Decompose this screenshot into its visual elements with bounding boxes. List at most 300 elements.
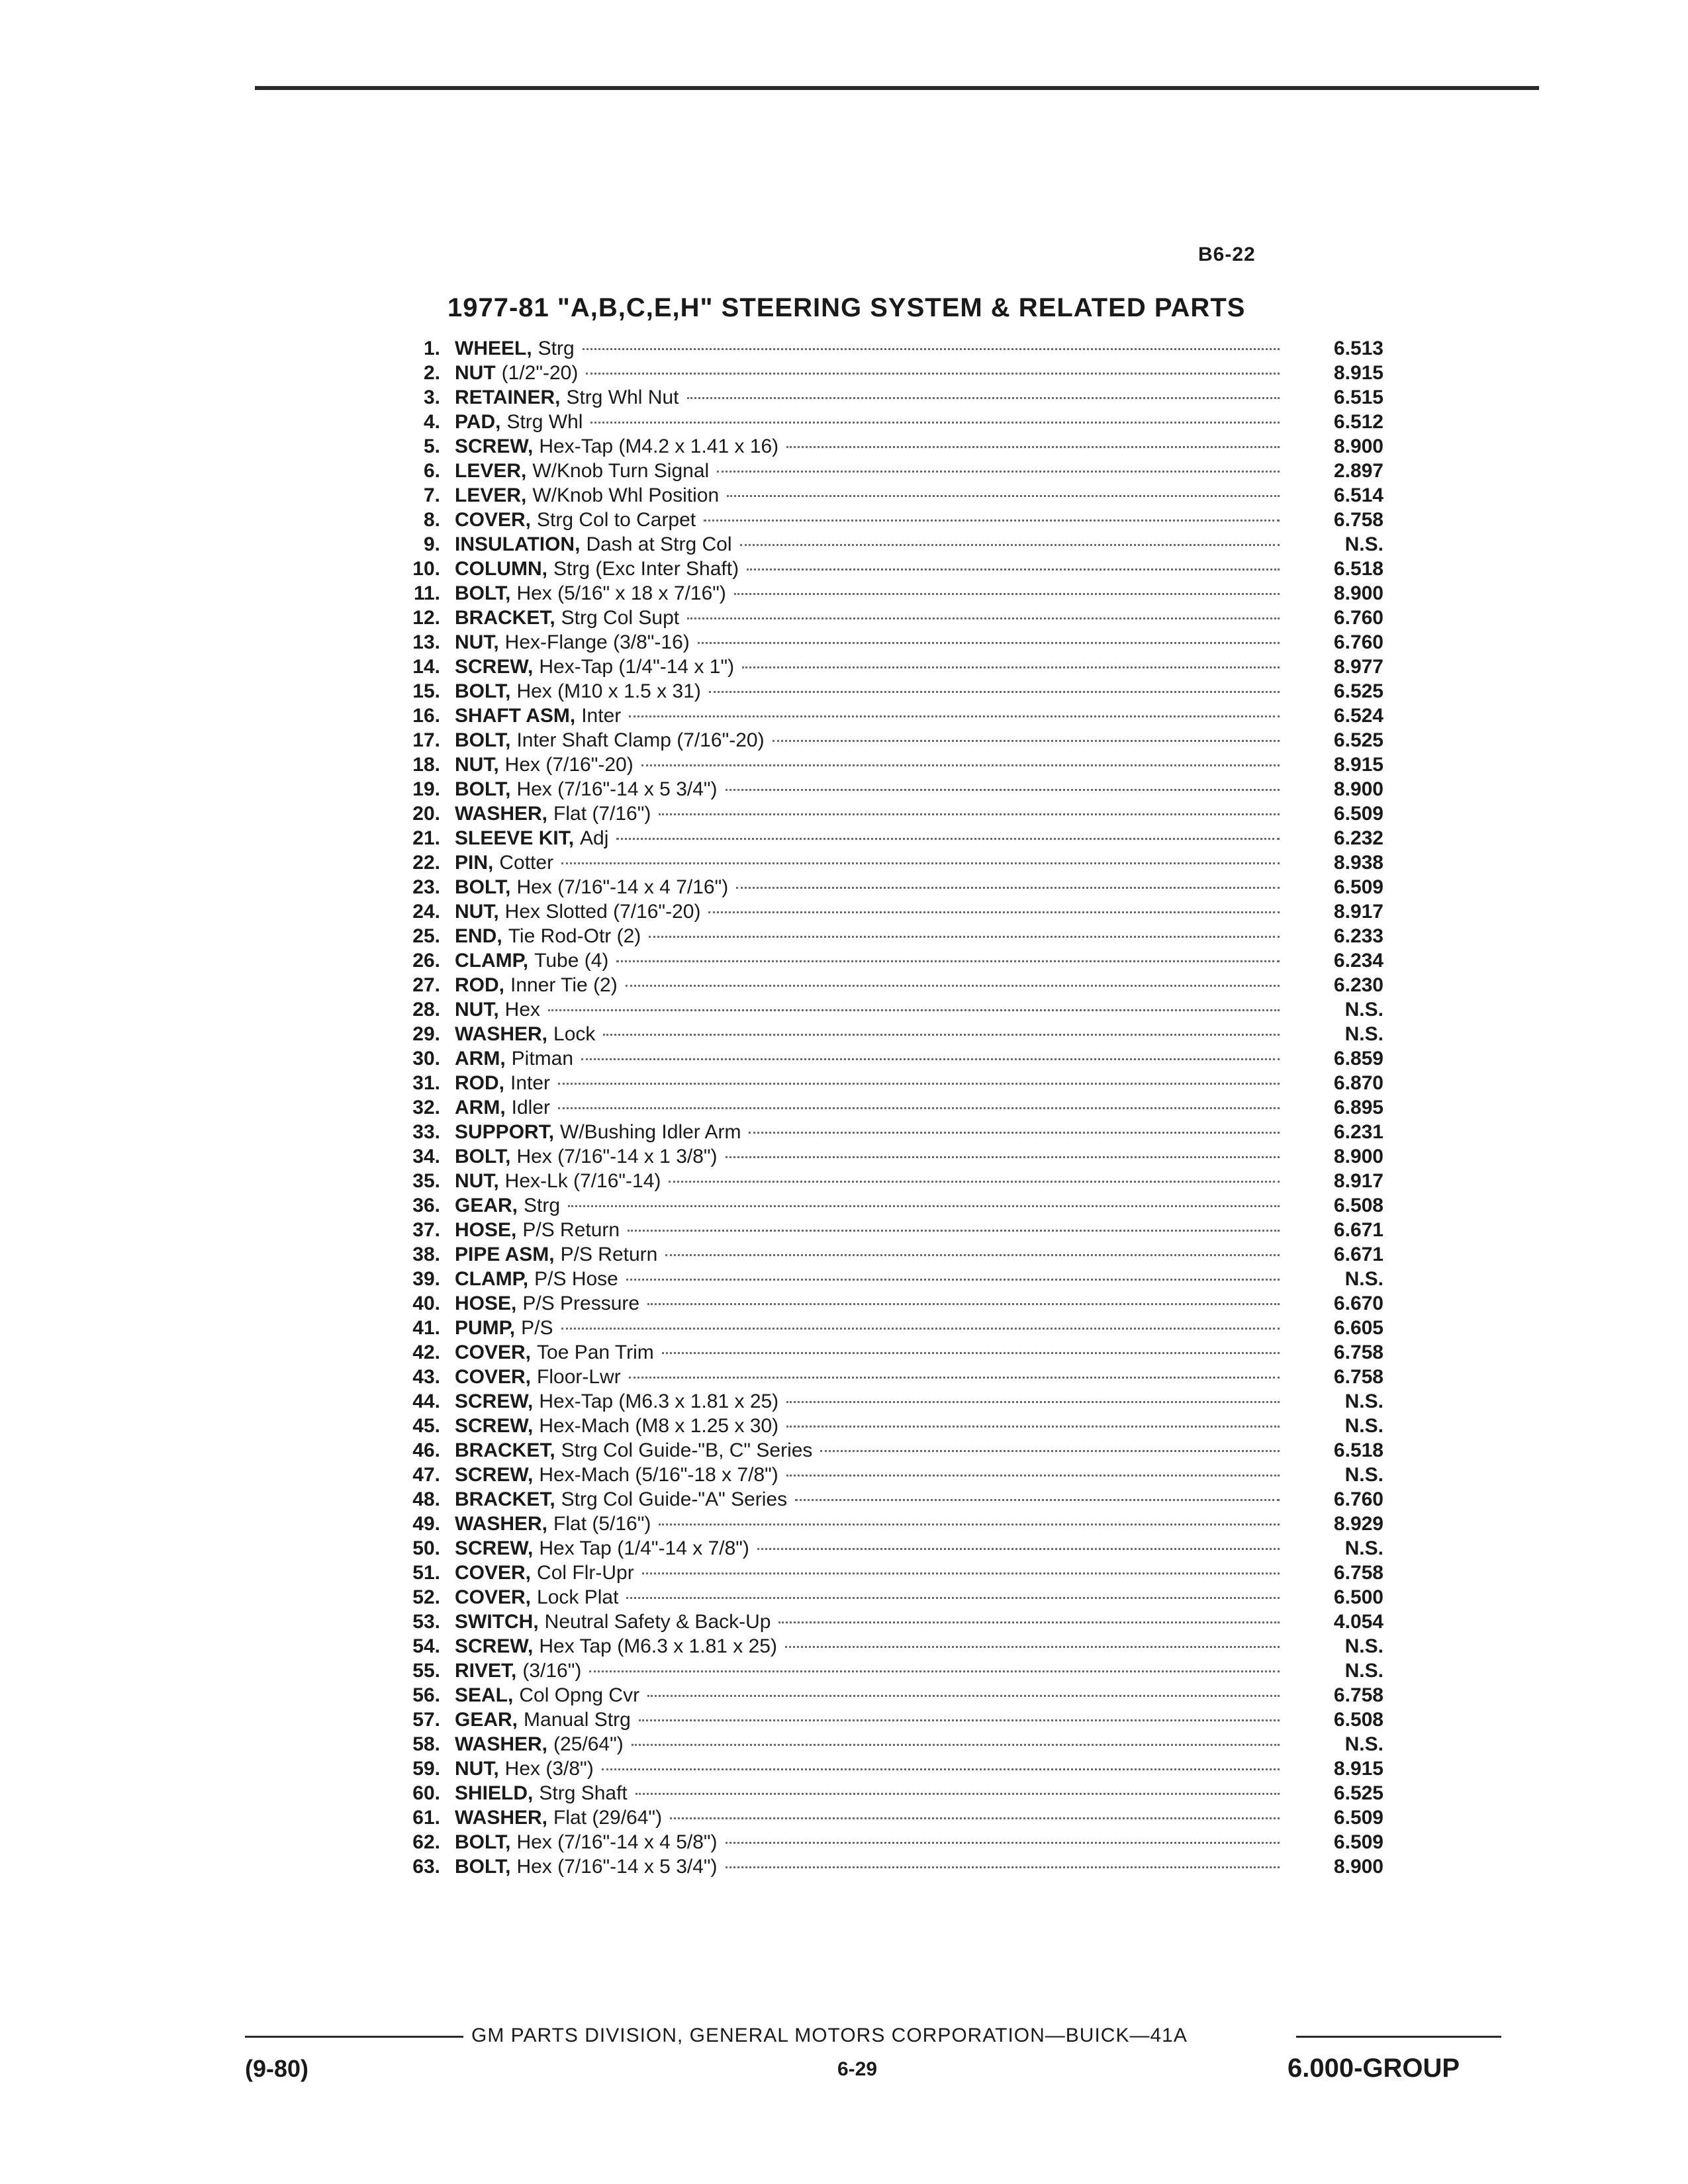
dot-leader xyxy=(726,1156,1280,1158)
part-name: WASHER, xyxy=(455,1733,548,1755)
part-number: 37. xyxy=(412,1219,440,1241)
group-number: 8.900 xyxy=(1333,1146,1383,1167)
part-description: Toe Pan Trim xyxy=(537,1342,654,1363)
part-name: BOLT, xyxy=(455,680,511,702)
part-number: 62. xyxy=(412,1831,440,1853)
group-number: 6.508 xyxy=(1333,1195,1383,1216)
part-description: Col Opng Cvr xyxy=(519,1684,640,1706)
group-number: 6.524 xyxy=(1333,705,1383,727)
part-row xyxy=(391,1144,1383,1169)
part-number: 54. xyxy=(412,1635,440,1657)
part-name: NUT, xyxy=(455,1170,499,1192)
part-number: 17. xyxy=(412,729,440,751)
group-number: 6.671 xyxy=(1333,1244,1383,1265)
part-number: 34. xyxy=(412,1146,440,1167)
group-number: 6.518 xyxy=(1333,1439,1383,1461)
part-description: Hex-Tap (1/4"-14 x 1") xyxy=(539,656,735,678)
part-name: ROD, xyxy=(455,1072,504,1094)
part-name: ARM, xyxy=(455,1097,506,1118)
part-row xyxy=(391,1169,1383,1193)
part-row xyxy=(391,1536,1383,1561)
part-description: Strg Col Guide-"B, C" Series xyxy=(561,1439,813,1461)
part-description: Flat (7/16") xyxy=(553,803,651,825)
part-number: 50. xyxy=(412,1537,440,1559)
part-name: NUT, xyxy=(455,754,499,776)
part-name: SCREW, xyxy=(455,656,534,678)
dot-leader xyxy=(561,862,1280,864)
part-number: 44. xyxy=(412,1390,440,1412)
part-row xyxy=(391,606,1383,630)
part-description: Hex (M10 x 1.5 x 31) xyxy=(516,680,701,702)
part-name: SCREW, xyxy=(455,1635,534,1657)
group-number: N.S. xyxy=(1344,1537,1383,1559)
group-number: 6.859 xyxy=(1333,1048,1383,1069)
part-description: Dash at Strg Col xyxy=(586,533,732,555)
part-description: Hex (5/16" x 18 x 7/16") xyxy=(516,582,726,604)
part-row xyxy=(391,336,1383,361)
group-number: N.S. xyxy=(1344,1268,1383,1290)
part-row xyxy=(391,1585,1383,1610)
part-description: Hex (7/16"-20) xyxy=(504,754,633,776)
dot-leader xyxy=(742,666,1280,668)
part-row xyxy=(391,1781,1383,1805)
group-number: 6.508 xyxy=(1333,1709,1383,1731)
dot-leader xyxy=(558,1107,1280,1109)
group-number: 8.977 xyxy=(1333,656,1383,678)
part-number: 21. xyxy=(412,827,440,849)
part-name: SCREW, xyxy=(455,1390,534,1412)
part-name: NUT xyxy=(455,362,496,384)
dot-leader xyxy=(734,593,1280,595)
dot-leader xyxy=(590,422,1280,424)
part-description: Col Flr-Upr xyxy=(537,1562,634,1584)
group-number: 6.231 xyxy=(1333,1121,1383,1143)
part-name: GEAR, xyxy=(455,1709,518,1731)
dot-leader xyxy=(616,960,1280,962)
dot-leader xyxy=(740,544,1280,546)
part-row xyxy=(391,1120,1383,1144)
part-number: 7. xyxy=(423,484,440,506)
part-name: ROD, xyxy=(455,974,504,996)
part-description: Inner Tie (2) xyxy=(510,974,618,996)
part-row xyxy=(391,826,1383,850)
part-number: 22. xyxy=(412,852,440,874)
part-description: Hex (7/16"-14 x 4 7/16") xyxy=(516,876,729,898)
part-description: Strg xyxy=(524,1195,561,1216)
group-number: 8.915 xyxy=(1333,754,1383,776)
part-number: 5. xyxy=(423,435,440,457)
part-description: P/S xyxy=(521,1317,553,1339)
part-number: 51. xyxy=(412,1562,440,1584)
group-number: 8.900 xyxy=(1333,778,1383,800)
group-number: N.S. xyxy=(1344,533,1383,555)
part-number: 59. xyxy=(412,1758,440,1780)
part-row xyxy=(391,752,1383,777)
dot-leader xyxy=(568,1205,1280,1207)
part-name: BOLT, xyxy=(455,1831,511,1853)
part-row xyxy=(391,459,1383,483)
part-name: INSULATION, xyxy=(455,533,581,555)
group-number: 4.054 xyxy=(1333,1611,1383,1633)
part-row xyxy=(391,1095,1383,1120)
part-name: NUT, xyxy=(455,1758,499,1780)
dot-leader xyxy=(561,1328,1280,1330)
dot-leader xyxy=(749,1132,1280,1134)
part-row xyxy=(391,997,1383,1022)
group-number: 6.670 xyxy=(1333,1293,1383,1314)
part-row xyxy=(391,410,1383,434)
group-number: 6.509 xyxy=(1333,803,1383,825)
group-number: 6.513 xyxy=(1333,338,1383,359)
part-description: W/Knob Turn Signal xyxy=(532,460,710,482)
part-number: 49. xyxy=(412,1513,440,1535)
part-row xyxy=(391,1291,1383,1316)
part-name: LEVER, xyxy=(455,484,527,506)
part-description: Hex (7/16"-14 x 1 3/8") xyxy=(516,1146,718,1167)
part-row xyxy=(391,1365,1383,1389)
dot-leader xyxy=(786,1426,1280,1428)
part-name: ARM, xyxy=(455,1048,506,1069)
part-row xyxy=(391,1683,1383,1707)
part-number: 30. xyxy=(412,1048,440,1069)
part-name: COVER, xyxy=(455,1366,532,1388)
group-number: 6.671 xyxy=(1333,1219,1383,1241)
part-name: NUT, xyxy=(455,901,499,923)
group-number: 8.917 xyxy=(1333,901,1383,923)
group-number: 8.900 xyxy=(1333,435,1383,457)
part-number: 29. xyxy=(412,1023,440,1045)
part-number: 36. xyxy=(412,1195,440,1216)
group-number: 8.900 xyxy=(1333,582,1383,604)
part-row xyxy=(391,508,1383,532)
group-number: N.S. xyxy=(1344,999,1383,1021)
part-number: 32. xyxy=(412,1097,440,1118)
part-row xyxy=(391,1267,1383,1291)
part-name: BRACKET, xyxy=(455,1439,555,1461)
group-number: 6.758 xyxy=(1333,1562,1383,1584)
dot-leader xyxy=(773,740,1280,742)
group-number: 6.232 xyxy=(1333,827,1383,849)
part-name: COLUMN, xyxy=(455,558,547,580)
part-name: BOLT, xyxy=(455,1146,511,1167)
page-title: 1977-81 "A,B,C,E,H" STEERING SYSTEM & RELATED PARTS xyxy=(447,293,1246,322)
part-number: 27. xyxy=(412,974,440,996)
part-name: CLAMP, xyxy=(455,1268,529,1290)
part-description: Strg xyxy=(538,338,575,359)
part-name: HOSE, xyxy=(455,1293,517,1314)
group-number: 6.758 xyxy=(1333,1366,1383,1388)
group-number: 6.509 xyxy=(1333,1807,1383,1829)
part-number: 13. xyxy=(412,631,440,653)
part-name: BOLT, xyxy=(455,778,511,800)
part-row xyxy=(391,1022,1383,1046)
part-description: Pitman xyxy=(511,1048,574,1069)
part-description: Strg Col Guide-"A" Series xyxy=(561,1488,788,1510)
dot-leader xyxy=(757,1548,1280,1550)
group-number: N.S. xyxy=(1344,1464,1383,1486)
part-number: 4. xyxy=(423,411,440,433)
part-description: Tie Rod-Otr (2) xyxy=(508,925,641,947)
dot-leader xyxy=(649,936,1280,938)
part-description: Lock Plat xyxy=(537,1586,619,1608)
part-description: P/S Hose xyxy=(534,1268,618,1290)
dot-leader xyxy=(747,569,1280,570)
part-description: (3/16") xyxy=(522,1660,582,1682)
part-description: Cotter xyxy=(499,852,554,874)
part-description: Hex Tap (M6.3 x 1.81 x 25) xyxy=(539,1635,777,1657)
part-number: 18. xyxy=(412,754,440,776)
part-description: Floor-Lwr xyxy=(537,1366,621,1388)
dot-leader xyxy=(665,1254,1280,1256)
part-number: 53. xyxy=(412,1611,440,1633)
part-description: Hex-Mach (M8 x 1.25 x 30) xyxy=(539,1415,779,1437)
part-description: Tube (4) xyxy=(534,950,609,972)
dot-leader xyxy=(785,1646,1280,1648)
dot-leader xyxy=(698,642,1280,644)
part-name: COVER, xyxy=(455,1342,532,1363)
part-row xyxy=(391,704,1383,728)
dot-leader xyxy=(629,715,1280,717)
dot-leader xyxy=(717,471,1280,473)
part-row xyxy=(391,1610,1383,1634)
part-row xyxy=(391,1707,1383,1732)
part-number: 20. xyxy=(412,803,440,825)
part-row xyxy=(391,850,1383,875)
group-number: 6.230 xyxy=(1333,974,1383,996)
part-number: 28. xyxy=(412,999,440,1021)
part-number: 41. xyxy=(412,1317,440,1339)
dot-leader xyxy=(647,1303,1280,1305)
part-number: 40. xyxy=(412,1293,440,1314)
footer-publisher: GM PARTS DIVISION, GENERAL MOTORS CORPORATION—BUICK—41A xyxy=(471,2025,1188,2046)
part-row xyxy=(391,777,1383,801)
part-name: RIVET, xyxy=(455,1660,517,1682)
part-row xyxy=(391,1854,1383,1879)
group-number: 6.758 xyxy=(1333,509,1383,531)
part-description: Strg Whl Nut xyxy=(566,387,679,408)
dot-leader xyxy=(626,985,1280,987)
part-number: 9. xyxy=(423,533,440,555)
top-rule xyxy=(255,86,1539,90)
part-number: 2. xyxy=(423,362,440,384)
part-number: 31. xyxy=(412,1072,440,1094)
part-number: 16. xyxy=(412,705,440,727)
group-number: N.S. xyxy=(1344,1415,1383,1437)
part-row xyxy=(391,1316,1383,1340)
group-number: 2.897 xyxy=(1333,460,1383,482)
part-number: 33. xyxy=(412,1121,440,1143)
dot-leader xyxy=(628,1230,1280,1232)
part-row xyxy=(391,1634,1383,1659)
part-name: WHEEL, xyxy=(455,338,532,359)
dot-leader xyxy=(786,1401,1280,1403)
group-number: N.S. xyxy=(1344,1390,1383,1412)
group-number: 6.525 xyxy=(1333,729,1383,751)
part-number: 38. xyxy=(412,1244,440,1265)
part-number: 26. xyxy=(412,950,440,972)
group-number: 6.760 xyxy=(1333,607,1383,629)
part-row xyxy=(391,1046,1383,1071)
group-number: N.S. xyxy=(1344,1733,1383,1755)
part-row xyxy=(391,1732,1383,1756)
group-number: 6.509 xyxy=(1333,1831,1383,1853)
part-number: 10. xyxy=(412,558,440,580)
part-description: P/S Return xyxy=(560,1244,658,1265)
group-number: 6.760 xyxy=(1333,1488,1383,1510)
part-name: SCREW, xyxy=(455,1537,534,1559)
part-row xyxy=(391,1438,1383,1463)
part-row xyxy=(391,1389,1383,1414)
part-name: WASHER, xyxy=(455,803,548,825)
part-description: Hex (7/16"-14 x 4 5/8") xyxy=(516,1831,718,1853)
dot-leader xyxy=(659,813,1280,815)
part-description: P/S Return xyxy=(522,1219,620,1241)
part-number: 42. xyxy=(412,1342,440,1363)
dot-leader xyxy=(708,911,1280,913)
part-description: Hex Slotted (7/16"-20) xyxy=(504,901,701,923)
part-name: PAD, xyxy=(455,411,501,433)
dot-leader xyxy=(659,1524,1280,1525)
part-row xyxy=(391,899,1383,924)
part-row xyxy=(391,434,1383,459)
part-row xyxy=(391,1242,1383,1267)
part-row xyxy=(391,1218,1383,1242)
group-number: 8.917 xyxy=(1333,1170,1383,1192)
part-name: SCREW, xyxy=(455,435,534,457)
part-description: Idler xyxy=(511,1097,551,1118)
part-name: SEAL, xyxy=(455,1684,514,1706)
part-row xyxy=(391,1193,1383,1218)
part-name: BOLT, xyxy=(455,582,511,604)
part-row xyxy=(391,728,1383,752)
dot-leader xyxy=(736,887,1280,889)
part-name: SHAFT ASM, xyxy=(455,705,576,727)
part-number: 60. xyxy=(412,1782,440,1804)
part-description: Strg (Exc Inter Shaft) xyxy=(553,558,739,580)
part-row xyxy=(391,948,1383,973)
part-description: Hex (3/8") xyxy=(504,1758,594,1780)
dot-leader xyxy=(687,397,1280,399)
part-name: SHIELD, xyxy=(455,1782,534,1804)
dot-leader xyxy=(602,1768,1280,1770)
group-number: N.S. xyxy=(1344,1635,1383,1657)
part-name: NUT, xyxy=(455,631,499,653)
group-number: 6.525 xyxy=(1333,680,1383,702)
dot-leader xyxy=(589,1670,1280,1672)
footer-page-number: 6-29 xyxy=(837,2058,878,2080)
dot-leader xyxy=(635,1793,1280,1795)
part-description: Neutral Safety & Back-Up xyxy=(544,1611,771,1633)
part-row xyxy=(391,1512,1383,1536)
part-description: Hex-Tap (M6.3 x 1.81 x 25) xyxy=(539,1390,779,1412)
part-number: 45. xyxy=(412,1415,440,1437)
dot-leader xyxy=(820,1450,1280,1452)
part-number: 6. xyxy=(423,460,440,482)
part-name: COVER, xyxy=(455,1586,532,1608)
dot-leader xyxy=(727,495,1280,497)
part-number: 35. xyxy=(412,1170,440,1192)
part-number: 58. xyxy=(412,1733,440,1755)
part-row xyxy=(391,801,1383,826)
group-number: 8.915 xyxy=(1333,1758,1383,1780)
dot-leader xyxy=(629,1377,1280,1379)
part-number: 15. xyxy=(412,680,440,702)
group-number: 8.915 xyxy=(1333,362,1383,384)
group-number: 6.514 xyxy=(1333,484,1383,506)
part-number: 61. xyxy=(412,1807,440,1829)
part-number: 11. xyxy=(413,582,440,604)
part-number: 46. xyxy=(412,1439,440,1461)
part-description: Manual Strg xyxy=(524,1709,631,1731)
part-row xyxy=(391,385,1383,410)
footer-rule-right xyxy=(1296,2036,1501,2038)
part-number: 24. xyxy=(412,901,440,923)
part-name: BRACKET, xyxy=(455,1488,555,1510)
group-number: 6.758 xyxy=(1333,1342,1383,1363)
dot-leader xyxy=(558,1083,1280,1085)
dot-leader xyxy=(662,1352,1280,1354)
part-description: Hex-Flange (3/8"-16) xyxy=(504,631,690,653)
part-name: NUT, xyxy=(455,999,499,1021)
part-name: WASHER, xyxy=(455,1807,548,1829)
part-number: 3. xyxy=(423,387,440,408)
footer-date: (9-80) xyxy=(245,2055,309,2082)
part-name: PIN, xyxy=(455,852,494,874)
part-number: 43. xyxy=(412,1366,440,1388)
dot-leader xyxy=(626,1279,1280,1281)
part-name: HOSE, xyxy=(455,1219,517,1241)
part-row xyxy=(391,361,1383,385)
part-name: PUMP, xyxy=(455,1317,516,1339)
part-description: Inter xyxy=(510,1072,551,1094)
part-description: Adj xyxy=(580,827,609,849)
part-row xyxy=(391,1561,1383,1585)
dot-leader xyxy=(647,1695,1280,1697)
part-name: RETAINER, xyxy=(455,387,561,408)
part-row xyxy=(391,1830,1383,1854)
part-row xyxy=(391,973,1383,997)
part-number: 23. xyxy=(412,876,440,898)
dot-leader xyxy=(639,1719,1280,1721)
footer-group: 6.000-GROUP xyxy=(1288,2054,1460,2083)
part-row xyxy=(391,924,1383,948)
part-name: BOLT, xyxy=(455,729,511,751)
part-row xyxy=(391,581,1383,606)
part-name: SUPPORT, xyxy=(455,1121,555,1143)
group-number: 6.233 xyxy=(1333,925,1383,947)
part-number: 14. xyxy=(412,656,440,678)
group-number: 6.525 xyxy=(1333,1782,1383,1804)
dot-leader xyxy=(786,446,1280,448)
dot-leader xyxy=(778,1621,1280,1623)
dot-leader xyxy=(795,1499,1280,1501)
part-description: Hex-Lk (7/16"-14) xyxy=(504,1170,661,1192)
dot-leader xyxy=(669,1181,1280,1183)
part-row xyxy=(391,1756,1383,1781)
dot-leader xyxy=(641,764,1280,766)
part-number: 8. xyxy=(423,509,440,531)
group-number: 6.870 xyxy=(1333,1072,1383,1094)
part-description: Hex xyxy=(504,999,541,1021)
part-number: 47. xyxy=(412,1464,440,1486)
part-name: BRACKET, xyxy=(455,607,555,629)
part-row xyxy=(391,655,1383,679)
part-description: Hex Tap (1/4"-14 x 7/8") xyxy=(539,1537,749,1559)
part-row xyxy=(391,1487,1383,1512)
part-description: (1/2"-20) xyxy=(501,362,579,384)
part-description: Inter Shaft Clamp (7/16"-20) xyxy=(516,729,765,751)
part-description: Inter xyxy=(581,705,622,727)
